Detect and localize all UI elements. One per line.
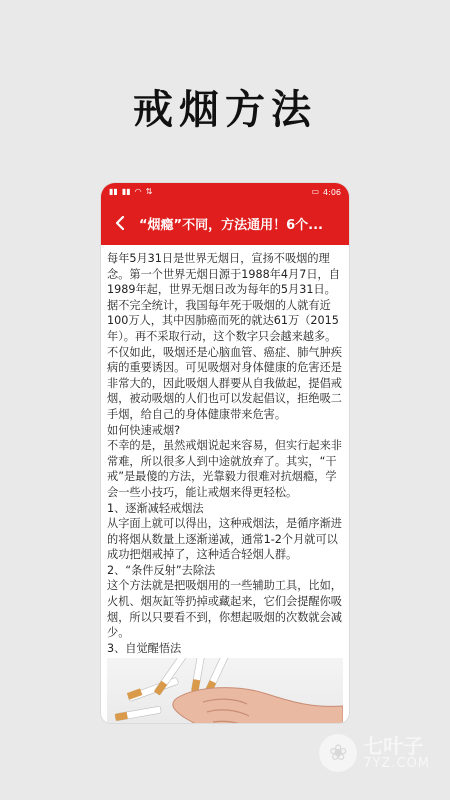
data-icon: ⇅ (145, 187, 153, 196)
section-heading: 1、逐渐减轻戒烟法 (107, 501, 204, 515)
watermark-name: 七叶子 (363, 733, 424, 758)
status-time: 4:06 (323, 187, 341, 197)
article-body (101, 245, 349, 723)
signal-icon: ▮▮ (109, 187, 118, 196)
back-arrow-icon[interactable] (111, 214, 129, 232)
site-watermark (319, 734, 430, 772)
paragraph: 据不完全统计，我国每年死于吸烟的人就有近100万人，其中因肺癌而死的就达61万（2015年）。再不采取行动，这个数字只会越来越多。 (107, 298, 339, 343)
section-heading: 3、自觉醒悟法 (107, 641, 182, 655)
section-heading: 2、“条件反射”去除法 (107, 563, 216, 577)
paragraph: 从字面上就可以得出，这种戒烟法，是循序渐进的将烟从数量上逐渐递减，通常1-2个月就可以成功把烟戒掉了，这种适合轻烟人群。 (107, 517, 342, 562)
article-image (107, 658, 343, 723)
page-title: 戒烟方法 (133, 87, 317, 133)
battery-icon: ▭ (311, 187, 320, 196)
wifi-icon: ◠ (134, 187, 142, 196)
status-bar (101, 183, 349, 201)
section-heading: 如何快速戒烟? (107, 423, 181, 437)
article-title: “烟瘾”不同，方法通用！6个... (139, 217, 323, 233)
paragraph: 不仅如此，吸烟还是心脑血管、癌症、肺气肿疾病的重要诱因。可见吸烟对身体健康的危害还是非常大的，因此吸烟人群要从自我做起，提倡戒烟，被动吸烟的人们也可以发起倡议，拒绝吸二手烟，给自己的身体健康带来危害。 (107, 345, 342, 421)
signal-icon: ▮▮ (121, 187, 131, 196)
paragraph: 每年5月31日是世界无烟日，宣扬不吸烟的理念。第一个世界无烟日源于1988年4月7日，自1989年起，世界无烟日改为每年的5月31日。 (107, 252, 340, 297)
leaf-logo-icon: ❀ (319, 734, 357, 772)
paragraph: 这个方法就是把吸烟用的一些辅助工具，比如，火机、烟灰缸等扔掉或藏起来，它们会提醒你吸烟，所以只要看不到，你想起吸烟的次数就会减少。 (107, 579, 342, 640)
paragraph: 不幸的是，虽然戒烟说起来容易，但实行起来非常难，所以很多人到中途就放弃了。其实，“干戒”是最傻的方法，光靠毅力很难对抗烟瘾，学会一些小技巧，能让戒烟来得更轻松。 (107, 439, 342, 499)
watermark-domain: 7YZ.COM (363, 755, 430, 771)
phone-screenshot (101, 183, 349, 723)
app-bar (101, 201, 349, 245)
hand-breaking-cigarettes-illustration (107, 658, 343, 723)
